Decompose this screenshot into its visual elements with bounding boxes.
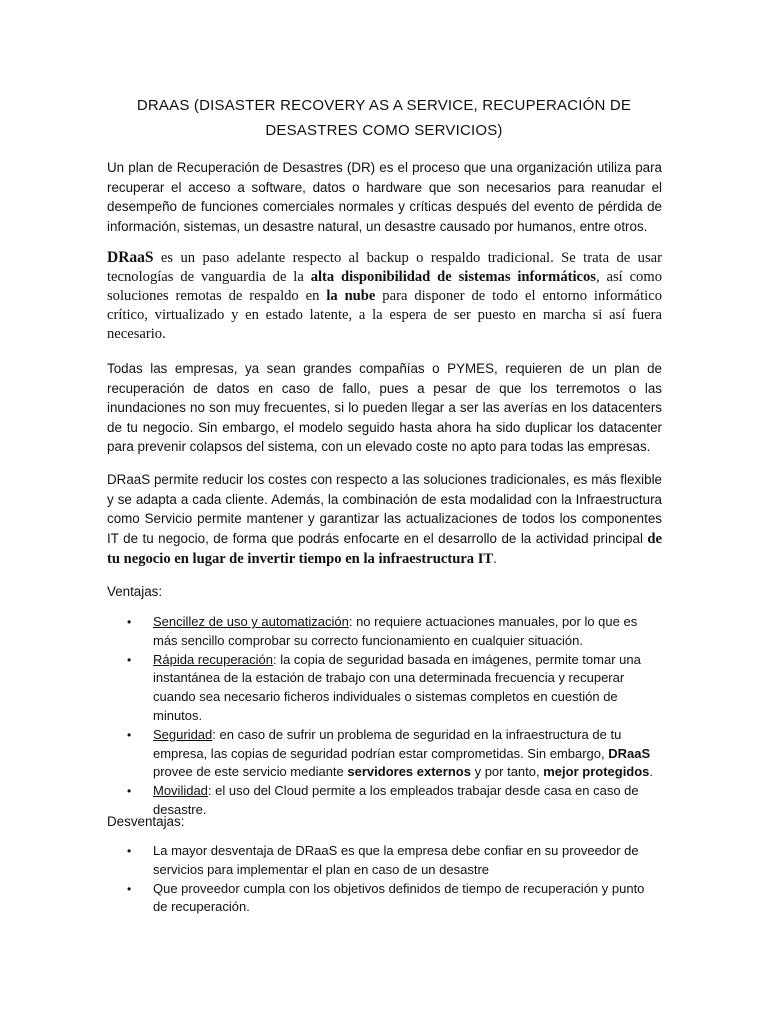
item-title: Movilidad (153, 783, 208, 799)
la-nube-term: la nube (326, 288, 376, 304)
alta-disponibilidad-term: alta disponibilidad de sistemas informáticos (310, 269, 596, 285)
list-item (107, 726, 662, 782)
paragraph-empresas: Todas las empresas, ya sean grandes compañías o PYMES, requieren de un plan de recuperación de datos en caso de fallo, pues a pesar de que los terremotos o las inundaciones no son muy frecuentes, si lo pueden llegar a ser las averías en los datacenters de tu negocio. Sin embargo, el modelo seguido hasta ahora ha sido duplicar los datacenter para prevenir colapsos del sistema, con un elevado coste no apto para todas las empresas. (107, 361, 662, 454)
item-text: no requiere actuaciones manuales, por lo que es más sencillo comprobar su correcto funcionamiento en cualquier situación. (153, 614, 638, 648)
item-text: . (649, 764, 654, 780)
item-text: La mayor desventaja de DRaaS es que la empresa debe confiar en su proveedor de servicios para implementar el plan en caso de un desastre (153, 843, 639, 877)
bullet-icon: • (127, 652, 132, 667)
item-bold: DRaaS (608, 745, 651, 761)
item-bold: mejor protegidos (543, 764, 650, 780)
list-item (107, 880, 662, 918)
ventajas-list (107, 613, 662, 820)
item-text: provee de este servicio mediante (153, 764, 348, 780)
paragraph-dr-definition: Un plan de Recuperación de Desastres (DR) es el proceso que una organización utiliza para recuperar el acceso a software, datos o hardware que son necesarios para reanudar el desempeño de funciones comerciales normales y críticas después del evento de pérdida de información, sistemas, un desastre natural, un desastre causado por humanos, entre otros. (107, 160, 662, 234)
item-text: la copia de seguridad basada en imágenes, permite tomar una instantánea de la estación de trabajo con una determinada frecuencia y recuperar cuando sea necesario ficheros individuales o sistemas completos en cuestión de minutos. (153, 651, 641, 723)
paragraph-text: es un paso adelante respecto al backup o respaldo tradicional. Se trata de usar tecnologías de vanguardia de la (107, 250, 662, 285)
paragraph-text: , así como soluciones remotas de respaldo en (107, 269, 662, 304)
bullet-icon: • (127, 727, 132, 742)
document-title: DRAAS (DISASTER RECOVERY AS A SERVICE, RECUPERACIÓN DE DESASTRES COMO SERVICIOS) (136, 97, 632, 139)
list-item (107, 782, 662, 820)
ventajas-heading: Ventajas: (107, 584, 163, 599)
bold-serif-phrase: de tu negocio en lugar de invertir tiempo en la infraestructura IT (107, 530, 662, 567)
list-item (107, 651, 662, 726)
item-colon: : (207, 783, 212, 799)
item-title: Rápida recuperación (153, 651, 273, 667)
list-item (107, 613, 662, 651)
item-title: Sencillez de uso y automatización (153, 614, 349, 629)
item-colon: : (272, 651, 277, 667)
item-text: Que proveedor cumpla con los objetivos definidos de tiempo de recuperación y punto de recuperación. (153, 880, 645, 915)
item-title: Seguridad (153, 726, 213, 742)
bullet-icon: • (127, 784, 132, 799)
bullet-icon: • (127, 881, 132, 896)
draas-term: DRaaS (107, 249, 154, 266)
item-text: y por tanto, (470, 764, 544, 780)
paragraph-text: para disponer de todo el entorno informático crítico, virtualizado y en estado latente, a la espera de ser puesto en marcha si así fuera necesario. (107, 288, 663, 342)
paragraph-text: . (493, 551, 497, 566)
paragraph-draas-costes (107, 470, 662, 570)
bullet-icon: • (127, 615, 132, 629)
item-text: el uso del Cloud permite a los empleados trabajar desde casa en caso de desastre. (153, 783, 639, 817)
paragraph-text: DRaaS permite reducir los costes con respecto a las soluciones tradicionales, es más flexible y se adapta a cada cliente. Además, la combinación de esta modalidad con la Infraestructura como Servicio permite mantener y garantizar las actualizaciones de todos los componentes IT de tu negocio, de forma que podrás enfocarte en el desarrollo de la actividad principal (107, 472, 662, 546)
item-colon: : (212, 726, 216, 742)
desventajas-heading: Desventajas: (107, 814, 185, 829)
desventajas-list (107, 842, 662, 917)
list-item (107, 842, 662, 880)
item-bold: servidores externos (347, 764, 471, 780)
paragraph-draas-intro (107, 248, 662, 344)
bullet-icon: • (127, 844, 132, 858)
item-colon: : (348, 614, 353, 629)
item-text: en caso de sufrir un problema de seguridad en la infraestructura de tu empresa, las copias de seguridad podrían estar comprometidas. Sin embargo, (153, 726, 622, 761)
